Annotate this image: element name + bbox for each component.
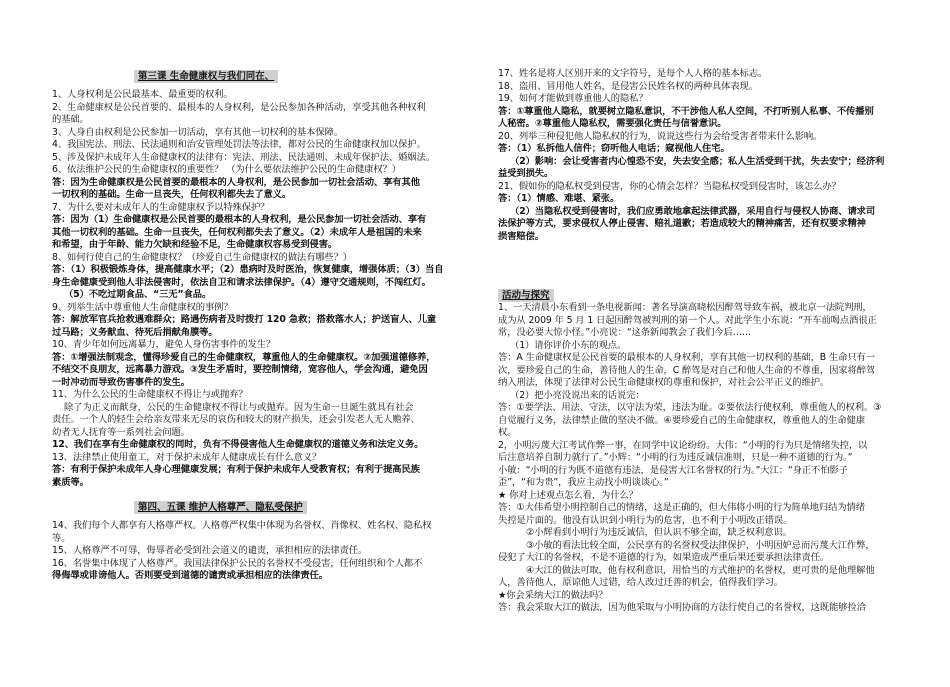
text-line: 6、依法维护公民的生命健康权的重要性？ （为什么要依法维护公民的生命健康权？） (52, 164, 401, 175)
text-line: （2）当隐私权受到侵害时，我们应勇敢地拿起法律武器，采用自行与侵权人协商、请求司 (510, 205, 876, 217)
text-line: （2）把小亮没说出来的话说完： (510, 389, 645, 401)
lesson45-title: 第四、五课 维护人格尊严、隐私受保护 (134, 501, 307, 514)
text-line: 20、列举三种侵犯他人隐私权的行为，说说这些行为会给受害者带来什么影响。 (498, 130, 823, 142)
text-line: 成为从 2009 年 5 月 1 日起因醉驾被判刑的第一个人。对此学生小东说：“开车前喝点酒很正 (498, 314, 877, 326)
activity-title: 活动与探究 (498, 289, 554, 302)
text-line: 21、假如你的隐私权受到侵害，你的心情会怎样？当隐私权受到侵害时，该怎么办？ (498, 180, 841, 192)
lesson3-content (52, 89, 474, 489)
text-line: 答：我会采取大江的做法，因为他采取与小明协商的方法行使自己的名誉权，这既能够捡洽 (498, 602, 866, 613)
text-line: 10、青少年如何远离暴力，避免人身伤害事件的发生？ (52, 339, 276, 350)
lesson3-title: 第三课 生命健康权与我们同在、 (134, 70, 278, 83)
text-line: 答：（1）私拆他人信件；窃听他人电话；窥视他人住宅。 (498, 143, 730, 154)
text-line: 纳入刑法，体现了法律对公民生命健康权的尊重和保护，对社会公平正义的维护。 (498, 377, 830, 388)
text-line: 自觉履行义务，法律禁止做的坚决不做。④要珍爱自己的生命健康权，尊重他人的生命健康 (498, 414, 865, 426)
text-line: 8、如何行使自己的生命健康权？（珍爱自己生命健康权的做法有哪些？） (52, 251, 353, 263)
text-line: 和希望，由于年龄、能力欠缺和经验不足，生命健康权容易受到侵害。 (52, 239, 338, 250)
text-line: 答：解放军官兵抢救遇难群众；路遇伤病者及时拨打 120 急救；搭救落水人；护送盲人、儿童 (52, 314, 437, 325)
text-line: 除了为正义而献身，公民的生命健康权不得让与或抛弃。因为生命一旦诞生就具有社会 (64, 401, 414, 413)
text-line: 素质等。 (52, 476, 89, 488)
text-line: （2）影响：会让受害者内心惶恐不安，失去安全感；私人生活受到干扰，失去安宁；经济利 (510, 155, 885, 167)
right-column (498, 0, 920, 687)
text-line: 19、如何才能做到尊重他人的隐私？ (498, 93, 648, 104)
text-line: 法保护等方式，要求侵权人停止侵害、赔礼道歉；若造成较大的精神痛苦，还有权要求精神 (498, 218, 866, 229)
text-line: 7、为什么要对未成年人的生命健康权予以特殊保护？ (52, 201, 270, 213)
activity-content (498, 302, 920, 615)
text-line: ③小敏的看法比较全面，公民享有的名誉权受法律保护，小明因妒忌而污蔑大江作弊， (526, 539, 875, 551)
text-line: 侵犯了大江的名誉权，不是不道德的行为，如果造成严重后果还要承担法律责任。 (498, 552, 830, 563)
text-line: 15、人格尊严不可辱，侮辱者必受到社会道义的谴责，承担相应的法律责任。 (52, 545, 368, 556)
text-line: 人秘密。②尊重他人隐私权，需要强化责任与信誉意识。 (498, 118, 727, 129)
text-line: 其他一切权利的基础。生命一旦丧失，任何权利都失去了意义。（2）未成年人是祖国的未来 (52, 226, 422, 238)
text-line: 答：（1）积极锻炼身体，提高健康水平；（2）患病时及时医治，恢复健康，增强体质；（3）当自 (52, 264, 444, 275)
text-line: 答：①大伟希望小明控制自己的情绪，这是正确的，但大伟将小明的行为简单地归结为情绪 (498, 502, 865, 513)
text-line: 答：有利于保护未成年人身心理健康发展；有利于保护未成年人受教育权；有利于提高民族 (52, 464, 420, 475)
text-line: 答：因为（1）生命健康权是公民首要的最根本的人身权利，是公民参加一切社会活动、享有 (52, 214, 427, 225)
text-line: （5）不吃过期食品、“三无”食品。 (64, 289, 212, 300)
privacy-content (498, 68, 920, 243)
lesson45-content (52, 520, 474, 583)
text-line: ★ 你对上述观点怎么看，为什么？ (498, 489, 638, 501)
text-line: 答：A 生命健康权是公民首要的最根本的人身权利，享有其他一切权利的基础，B 生命只有一 (498, 352, 875, 363)
text-line: 1、一天清晨小东看到一条电视新闻：著名导演高晓松因醉驾导致车祸，被北京一法院判刑， (498, 302, 872, 313)
left-column (52, 0, 474, 687)
text-line: 幼者无人抚育等一系列社会问题。 (52, 426, 190, 438)
text-line: 3、人身自由权利是公民参加一切活动，享有其他一切权利的基本保障。 (52, 126, 343, 138)
text-line: （1）请你评价小东的观点。 (510, 339, 627, 351)
text-line: 16、名誉集中体现了人格尊严。我国法律保护公民的名誉权不受侵害，任何组织和个人都不 (52, 557, 423, 569)
text-line: 得侮辱或诽谤他人。否则要受到道德的谴责或承担相应的法律责任。 (52, 570, 328, 581)
text-line: 过马路；义务献血、待死后捐献角膜等。 (52, 326, 218, 338)
text-line: 17、姓名是将人区别开来的文字符号，是每个人人格的基本标志。 (498, 68, 768, 79)
text-line: 答：因为生命健康权是公民首要的最根本的人身权利，是公民参加一切社会活动、享有其他 (52, 176, 420, 188)
text-line: 等。 (52, 532, 71, 544)
text-line: 13、法律禁止使用童工，对于保护未成年人健康成长有什么意义？ (52, 451, 322, 463)
text-line: 9、列举生活中尊重他人生命健康权的事例？ (52, 301, 233, 313)
text-line: 11、为什么公民的生命健康权不得让与或抛弃？ (52, 389, 248, 400)
text-line: 不结交不良朋友，远离暴力游戏。③发生矛盾时，要控制情绪，宽容他人，学会沟通，避免因 (52, 364, 428, 375)
text-line: 权。 (498, 427, 517, 438)
text-line: 18、盗用、冒用他人姓名，是侵害公民姓名权的两种具体表现。 (498, 80, 758, 92)
text-line: 2，小明污蔑大江考试作弊一事，在同学中议论纷纷。大伟：“小明的行为只是情绪失控，以 (498, 439, 868, 451)
text-line: ④大江的做法可取，他有权利意识，用恰当的方式维护的名誉权，更可贵的是他理解他 (526, 564, 875, 576)
text-line: 4、我国宪法、刑法、民法通则和治安管理处罚法等法律，都对公民的生命健康权加以保护。 (52, 139, 426, 150)
text-line: 1、人身权利是公民最基本、最重要的权利。 (52, 89, 233, 100)
text-line: 答：①增强法制观念，懂得珍爱自己的生命健康权，尊重他人的生命健康权。②加强道德修养， (52, 351, 436, 363)
text-line: 损害赔偿。 (498, 230, 544, 242)
text-line: 答：（1）情感、难堪、紧张。 (498, 193, 620, 204)
text-line: ②小辉看到小明行为违反诚信，但认识不够全面，缺乏权利意识。 (526, 527, 792, 538)
text-line: 12、我们在享有生命健康权的同时，负有不得侵害他人生命健康权的道德义务和法定义务。 (52, 439, 424, 450)
text-line: ★你会采纳大江的做法吗？ (498, 589, 608, 601)
text-line: 人，善待他人，原谅他人过错，给人改过迁善的机会，值得我们学习。 (498, 577, 784, 588)
text-line: 益受到损失。 (498, 168, 554, 179)
text-line: 一时冲动而导致伤害事件的发生。 (52, 376, 190, 388)
text-line: 常，没必要大惊小怪。”小亮说：“这条新闻教会了我们今后…… (498, 327, 752, 338)
text-line: 答：①尊重他人隐私，就要树立隐私意识，不干涉他人私人空间，不打听别人私事、不传播别 (498, 105, 874, 117)
text-line: 一切权利的基础。生命一旦丧失，任何权利都失去了意义。 (52, 189, 292, 200)
text-line: 歪”，“和为贵”，我应主动找小明谈谈心。” (498, 477, 669, 488)
text-line: 2、生命健康权是公民首要的、最根本的人身权利，是公民参加各种活动，享受其他各种权利 (52, 101, 426, 113)
text-line: 14、我们每个人都享有人格尊严权。人格尊严权集中体现为名誉权、肖像权、姓名权、隐私权 (52, 520, 432, 531)
text-line: 答：①要学法、用法、守法，以守法为荣，违法为耻。②要依法行使权利，尊重他人的权利。③ (498, 402, 882, 413)
text-line: 后注意培养自制力就行了。”小辉：“小明的行为违反诚信准则，只是一种不道德的行为。” (498, 452, 853, 463)
text-line: 的基础。 (52, 114, 89, 125)
text-line: 小敏：“小明的行为既不道德有违法，是侵害大江名誉权的行为。”大江：“身正不怕影子 (498, 464, 848, 476)
text-line: 5、涉及保护未成年人生命健康权的法律有：宪法、刑法、民法通则、未成年保护法、婚姻法。 (52, 151, 435, 163)
text-line: 次，要珍爱自己的生命，善待他人的生命，C 醉驾是对自己和他人生命的不尊重，因家将醉驾 (498, 364, 876, 376)
text-line: 责任。一个人的轻生会给亲友带来无尽的哀伤和较大的财产损失，还会引发老人无人赡养、 (52, 414, 420, 425)
text-line: 失控是片面的。他没有认识到小明行为的危害，也不利于小明改正错误。 (498, 514, 793, 526)
text-line: 身生命健康受到他人非法侵害时，依法自卫和请求法律保护。（4）遵守交通规则，不闯红灯。 (52, 276, 431, 288)
